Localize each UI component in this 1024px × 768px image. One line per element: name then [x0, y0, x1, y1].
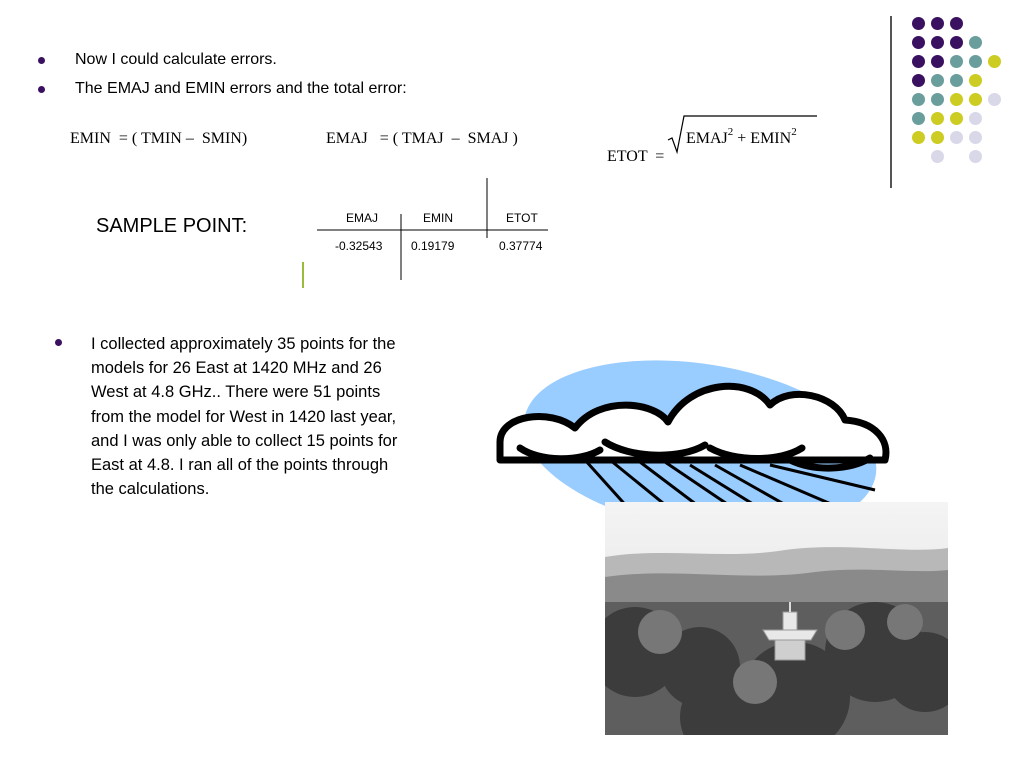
corner-dot	[912, 36, 925, 49]
corner-dot	[969, 150, 982, 163]
etot-lhs: ETOT =	[607, 148, 665, 165]
corner-dot	[931, 55, 944, 68]
table-header-emin: EMIN	[423, 211, 453, 225]
bullet-text-1: Now I could calculate errors.	[75, 51, 277, 68]
corner-dot	[988, 93, 1001, 106]
corner-dot	[950, 93, 963, 106]
corner-dot	[988, 55, 1001, 68]
equation-etot	[599, 130, 664, 166]
corner-dot	[969, 131, 982, 144]
radio-telescope-landscape-photo	[605, 502, 948, 735]
equation-emin: EMIN = ( TMIN – SMIN)	[70, 130, 248, 147]
table-value-etot: 0.37774	[499, 239, 543, 253]
corner-dot	[950, 112, 963, 125]
corner-dot	[969, 93, 982, 106]
corner-dot	[950, 55, 963, 68]
corner-dot	[931, 150, 944, 163]
bullet-dot	[38, 86, 45, 93]
corner-dot	[912, 17, 925, 30]
corner-dot	[931, 93, 944, 106]
bullet-item-2	[38, 80, 407, 98]
bullet-text-2: The EMAJ and EMIN errors and the total error:	[75, 80, 407, 97]
corner-dot	[969, 55, 982, 68]
etot-sup-2: 2	[791, 126, 797, 138]
table-header-etot: ETOT	[506, 211, 538, 225]
corner-dot	[969, 112, 982, 125]
corner-dot	[969, 74, 982, 87]
corner-dot	[950, 36, 963, 49]
sample-point-label: SAMPLE POINT:	[96, 215, 248, 237]
corner-dot	[950, 74, 963, 87]
corner-dot	[912, 55, 925, 68]
corner-dot	[969, 36, 982, 49]
table-header-emaj: EMAJ	[346, 211, 379, 225]
corner-dot	[912, 74, 925, 87]
etot-emaj: EMAJ	[686, 130, 728, 147]
bullet-item-1	[38, 51, 277, 69]
corner-dot	[950, 131, 963, 144]
bullet-dot	[55, 339, 62, 346]
etot-plus-emin: + EMIN	[737, 130, 792, 147]
corner-dot	[931, 131, 944, 144]
corner-dot	[912, 93, 925, 106]
table-lines	[300, 178, 550, 290]
corner-divider	[890, 16, 892, 188]
corner-dot	[950, 17, 963, 30]
table-value-emaj: -0.32543	[335, 239, 383, 253]
corner-dot	[912, 112, 925, 125]
corner-dot	[931, 17, 944, 30]
etot-sup-1: 2	[727, 126, 734, 138]
bullet-dot	[38, 57, 45, 64]
corner-dot	[931, 36, 944, 49]
equation-emaj: EMAJ = ( TMAJ – SMAJ )	[326, 130, 518, 147]
body-paragraph: I collected approximately 35 points for the models for 26 East at 1420 MHz and 26 West at 4.8 GHz.. There were 51 points from the model for West in 1420 last year, and I was only able to collect 15 points for East at 4.8. I ran all of the points through the calculations.	[91, 335, 398, 499]
table-value-emin: 0.19179	[411, 239, 455, 253]
etot-radicand	[686, 126, 797, 148]
corner-dot	[931, 74, 944, 87]
corner-dot	[931, 112, 944, 125]
corner-dot	[912, 131, 925, 144]
